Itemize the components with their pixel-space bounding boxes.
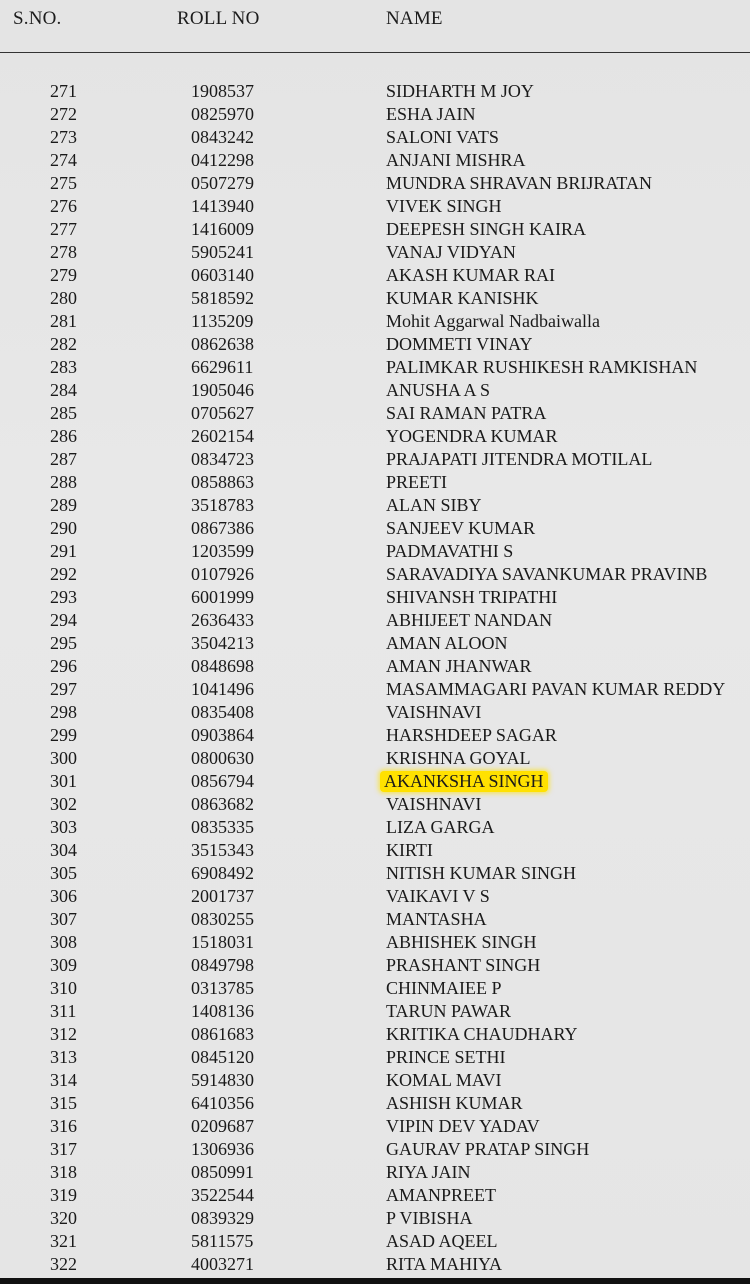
sno-cell: 322 bbox=[50, 1254, 77, 1274]
sno-cell: 291 bbox=[50, 541, 77, 561]
name-cell: DEEPESH SINGH KAIRA bbox=[386, 219, 587, 239]
name-cell: GAURAV PRATAP SINGH bbox=[386, 1139, 590, 1159]
sno-cell: 317 bbox=[50, 1139, 77, 1159]
table-row bbox=[0, 172, 750, 195]
roll-no-cell: 0412298 bbox=[191, 150, 254, 170]
roll-no-cell: 6629611 bbox=[191, 357, 254, 377]
roll-no-cell: 0856794 bbox=[191, 771, 254, 791]
table-row bbox=[0, 1161, 750, 1184]
name-cell: MASAMMAGARI PAVAN KUMAR REDDY bbox=[386, 679, 726, 699]
roll-no-cell: 6410356 bbox=[191, 1093, 254, 1113]
name-cell: ASHISH KUMAR bbox=[386, 1093, 523, 1113]
table-row bbox=[0, 724, 750, 747]
roll-no-cell: 3522544 bbox=[191, 1185, 254, 1205]
name-cell: AMANPREET bbox=[386, 1185, 497, 1205]
sno-cell: 315 bbox=[50, 1093, 77, 1113]
roll-no-cell: 0849798 bbox=[191, 955, 254, 975]
name-cell: RIYA JAIN bbox=[386, 1162, 471, 1182]
table-row bbox=[0, 287, 750, 310]
sno-cell: 276 bbox=[50, 196, 77, 216]
sno-cell: 300 bbox=[50, 748, 77, 768]
roll-no-cell: 0834723 bbox=[191, 449, 254, 469]
roll-no-cell: 1041496 bbox=[191, 679, 254, 699]
sno-cell: 310 bbox=[50, 978, 77, 998]
table-row bbox=[0, 655, 750, 678]
roll-no-cell: 0830255 bbox=[191, 909, 254, 929]
table-row bbox=[0, 839, 750, 862]
table-row bbox=[0, 1023, 750, 1046]
roll-no-cell: 0861683 bbox=[191, 1024, 254, 1044]
name-cell: AMAN JHANWAR bbox=[386, 656, 532, 676]
roll-no-cell: 6908492 bbox=[191, 863, 254, 883]
roll-no-cell: 0863682 bbox=[191, 794, 254, 814]
sno-cell: 313 bbox=[50, 1047, 77, 1067]
name-cell: DOMMETI VINAY bbox=[386, 334, 533, 354]
name-cell: LIZA GARGA bbox=[386, 817, 495, 837]
name-cell: PALIMKAR RUSHIKESH RAMKISHAN bbox=[386, 357, 698, 377]
roll-no-cell: 0507279 bbox=[191, 173, 254, 193]
table-row bbox=[0, 1092, 750, 1115]
sno-cell: 293 bbox=[50, 587, 77, 607]
sno-cell: 277 bbox=[50, 219, 77, 239]
table-row bbox=[0, 1253, 750, 1276]
roll-no-cell: 0603140 bbox=[191, 265, 254, 285]
roll-no-cell: 2001737 bbox=[191, 886, 254, 906]
sno-cell: 299 bbox=[50, 725, 77, 745]
name-cell: SARAVADIYA SAVANKUMAR PRAVINB bbox=[386, 564, 708, 584]
name-cell: PRASHANT SINGH bbox=[386, 955, 541, 975]
table-row bbox=[0, 126, 750, 149]
roll-no-cell: 5811575 bbox=[191, 1231, 254, 1251]
roll-no-cell: 0903864 bbox=[191, 725, 254, 745]
name-cell: KIRTI bbox=[386, 840, 433, 860]
table-row bbox=[0, 80, 750, 103]
roll-no-cell: 0835408 bbox=[191, 702, 254, 722]
table-row bbox=[0, 402, 750, 425]
sno-cell: 275 bbox=[50, 173, 77, 193]
table-row bbox=[0, 954, 750, 977]
sno-cell: 294 bbox=[50, 610, 77, 630]
name-cell: MUNDRA SHRAVAN BRIJRATAN bbox=[386, 173, 652, 193]
table-row bbox=[0, 563, 750, 586]
sno-cell: 272 bbox=[50, 104, 77, 124]
table-row bbox=[0, 195, 750, 218]
name-cell: Mohit Aggarwal Nadbaiwalla bbox=[386, 311, 600, 331]
name-cell: ABHIJEET NANDAN bbox=[386, 610, 553, 630]
sno-cell: 309 bbox=[50, 955, 77, 975]
name-cell: HARSHDEEP SAGAR bbox=[386, 725, 557, 745]
name-cell: KOMAL MAVI bbox=[386, 1070, 502, 1090]
bottom-edge bbox=[0, 1278, 750, 1284]
name-cell: KUMAR KANISHK bbox=[386, 288, 539, 308]
roll-no-cell: 1203599 bbox=[191, 541, 254, 561]
roll-no-cell: 2602154 bbox=[191, 426, 254, 446]
table-row bbox=[0, 1115, 750, 1138]
table-row bbox=[0, 678, 750, 701]
roll-no-cell: 0845120 bbox=[191, 1047, 254, 1067]
name-cell: SANJEEV KUMAR bbox=[386, 518, 536, 538]
results-table bbox=[0, 80, 750, 1276]
sno-cell: 305 bbox=[50, 863, 77, 883]
sno-cell: 319 bbox=[50, 1185, 77, 1205]
roll-no-cell: 0835335 bbox=[191, 817, 254, 837]
roll-no-cell: 1518031 bbox=[191, 932, 254, 952]
table-row bbox=[0, 1207, 750, 1230]
name-cell: KRITIKA CHAUDHARY bbox=[386, 1024, 578, 1044]
name-cell: ALAN SIBY bbox=[386, 495, 482, 515]
roll-no-cell: 0107926 bbox=[191, 564, 254, 584]
table-row bbox=[0, 448, 750, 471]
table-row bbox=[0, 379, 750, 402]
roll-no-cell: 4003271 bbox=[191, 1254, 254, 1274]
sno-cell: 288 bbox=[50, 472, 77, 492]
name-cell: RITA MAHIYA bbox=[386, 1254, 503, 1274]
roll-no-cell: 0858863 bbox=[191, 472, 254, 492]
roll-no-cell: 0800630 bbox=[191, 748, 254, 768]
sno-cell: 307 bbox=[50, 909, 77, 929]
name-cell: SHIVANSH TRIPATHI bbox=[386, 587, 558, 607]
table-row bbox=[0, 931, 750, 954]
sno-cell: 296 bbox=[50, 656, 77, 676]
header-sno: S.NO. bbox=[13, 8, 62, 29]
roll-no-cell: 1905046 bbox=[191, 380, 254, 400]
table-header bbox=[0, 0, 750, 52]
name-cell: SIDHARTH M JOY bbox=[386, 81, 534, 101]
name-cell: ASAD AQEEL bbox=[386, 1231, 498, 1251]
sno-cell: 304 bbox=[50, 840, 77, 860]
roll-no-cell: 0850991 bbox=[191, 1162, 254, 1182]
name-cell: VAISHNAVI bbox=[386, 702, 482, 722]
roll-no-cell: 6001999 bbox=[191, 587, 254, 607]
name-cell: ABHISHEK SINGH bbox=[386, 932, 537, 952]
table-row bbox=[0, 1069, 750, 1092]
name-cell: VAIKAVI V S bbox=[386, 886, 490, 906]
name-cell: ANJANI MISHRA bbox=[386, 150, 526, 170]
name-cell: SALONI VATS bbox=[386, 127, 499, 147]
table-row-highlighted bbox=[0, 770, 750, 793]
table-row bbox=[0, 218, 750, 241]
sno-cell: 281 bbox=[50, 311, 77, 331]
roll-no-cell: 0209687 bbox=[191, 1116, 254, 1136]
table-row bbox=[0, 609, 750, 632]
roll-no-cell: 2636433 bbox=[191, 610, 254, 630]
sno-cell: 298 bbox=[50, 702, 77, 722]
roll-no-cell: 0839329 bbox=[191, 1208, 254, 1228]
sno-cell: 295 bbox=[50, 633, 77, 653]
name-cell: CHINMAIEE P bbox=[386, 978, 502, 998]
roll-no-cell: 0848698 bbox=[191, 656, 254, 676]
name-cell: MANTASHA bbox=[386, 909, 487, 929]
roll-no-cell: 1413940 bbox=[191, 196, 254, 216]
sno-cell: 311 bbox=[50, 1001, 77, 1021]
roll-no-cell: 3504213 bbox=[191, 633, 254, 653]
name-cell: VAISHNAVI bbox=[386, 794, 482, 814]
table-row bbox=[0, 862, 750, 885]
name-cell: VIVEK SINGH bbox=[386, 196, 502, 216]
roll-no-cell: 3518783 bbox=[191, 495, 254, 515]
sno-cell: 285 bbox=[50, 403, 77, 423]
sno-cell: 289 bbox=[50, 495, 77, 515]
sno-cell: 273 bbox=[50, 127, 77, 147]
table-row bbox=[0, 471, 750, 494]
sno-cell: 306 bbox=[50, 886, 77, 906]
sno-cell: 302 bbox=[50, 794, 77, 814]
roll-no-cell: 5905241 bbox=[191, 242, 254, 262]
name-cell: ESHA JAIN bbox=[386, 104, 476, 124]
sno-cell: 284 bbox=[50, 380, 77, 400]
roll-no-cell: 5914830 bbox=[191, 1070, 254, 1090]
name-cell: YOGENDRA KUMAR bbox=[386, 426, 558, 446]
sno-cell: 318 bbox=[50, 1162, 77, 1182]
roll-no-cell: 1908537 bbox=[191, 81, 254, 101]
table-row bbox=[0, 149, 750, 172]
sno-cell: 301 bbox=[50, 771, 77, 791]
roll-no-cell: 0862638 bbox=[191, 334, 254, 354]
sno-cell: 278 bbox=[50, 242, 77, 262]
table-row bbox=[0, 517, 750, 540]
sno-cell: 320 bbox=[50, 1208, 77, 1228]
table-row bbox=[0, 977, 750, 1000]
name-cell: AMAN ALOON bbox=[386, 633, 508, 653]
roll-no-cell: 0313785 bbox=[191, 978, 254, 998]
name-cell: SAI RAMAN PATRA bbox=[386, 403, 547, 423]
name-cell: KRISHNA GOYAL bbox=[386, 748, 531, 768]
name-cell: PADMAVATHI S bbox=[386, 541, 514, 561]
sno-cell: 316 bbox=[50, 1116, 77, 1136]
table-row bbox=[0, 885, 750, 908]
table-row bbox=[0, 747, 750, 770]
roll-no-cell: 0705627 bbox=[191, 403, 254, 423]
sno-cell: 286 bbox=[50, 426, 77, 446]
table-row bbox=[0, 908, 750, 931]
name-cell: AKANKSHA SINGH bbox=[380, 771, 548, 792]
roll-no-cell: 0867386 bbox=[191, 518, 254, 538]
roll-no-cell: 3515343 bbox=[191, 840, 254, 860]
header-name: NAME bbox=[386, 8, 443, 29]
table-row bbox=[0, 264, 750, 287]
table-row bbox=[0, 1230, 750, 1253]
table-row bbox=[0, 103, 750, 126]
roll-no-cell: 1135209 bbox=[191, 311, 254, 331]
table-row bbox=[0, 1000, 750, 1023]
roll-no-cell: 5818592 bbox=[191, 288, 254, 308]
sno-cell: 314 bbox=[50, 1070, 77, 1090]
roll-no-cell: 0825970 bbox=[191, 104, 254, 124]
table-row bbox=[0, 701, 750, 724]
table-row bbox=[0, 494, 750, 517]
sno-cell: 287 bbox=[50, 449, 77, 469]
name-cell: PRINCE SETHI bbox=[386, 1047, 506, 1067]
sno-cell: 282 bbox=[50, 334, 77, 354]
table-row bbox=[0, 540, 750, 563]
sno-cell: 308 bbox=[50, 932, 77, 952]
name-cell: PRAJAPATI JITENDRA MOTILAL bbox=[386, 449, 653, 469]
table-row bbox=[0, 1138, 750, 1161]
name-cell: VANAJ VIDYAN bbox=[386, 242, 516, 262]
table-row bbox=[0, 310, 750, 333]
name-cell: TARUN PAWAR bbox=[386, 1001, 511, 1021]
name-cell: ANUSHA A S bbox=[386, 380, 491, 400]
table-row bbox=[0, 793, 750, 816]
table-row bbox=[0, 425, 750, 448]
table-row bbox=[0, 1046, 750, 1069]
sno-cell: 321 bbox=[50, 1231, 77, 1251]
sno-cell: 303 bbox=[50, 817, 77, 837]
sno-cell: 290 bbox=[50, 518, 77, 538]
sno-cell: 274 bbox=[50, 150, 77, 170]
table-row bbox=[0, 333, 750, 356]
name-cell: AKASH KUMAR RAI bbox=[386, 265, 556, 285]
roll-no-cell: 1416009 bbox=[191, 219, 254, 239]
name-cell: PREETI bbox=[386, 472, 447, 492]
name-cell: P VIBISHA bbox=[386, 1208, 473, 1228]
name-cell: VIPIN DEV YADAV bbox=[386, 1116, 540, 1136]
header-divider bbox=[0, 52, 750, 53]
roll-no-cell: 1306936 bbox=[191, 1139, 254, 1159]
sno-cell: 283 bbox=[50, 357, 77, 377]
table-row bbox=[0, 586, 750, 609]
sno-cell: 279 bbox=[50, 265, 77, 285]
sno-cell: 280 bbox=[50, 288, 77, 308]
table-row bbox=[0, 816, 750, 839]
table-row bbox=[0, 632, 750, 655]
table-row bbox=[0, 241, 750, 264]
sno-cell: 292 bbox=[50, 564, 77, 584]
roll-no-cell: 0843242 bbox=[191, 127, 254, 147]
table-row bbox=[0, 356, 750, 379]
table-row bbox=[0, 1184, 750, 1207]
sno-cell: 312 bbox=[50, 1024, 77, 1044]
sno-cell: 297 bbox=[50, 679, 77, 699]
name-cell: NITISH KUMAR SINGH bbox=[386, 863, 577, 883]
header-roll-no: ROLL NO bbox=[177, 8, 260, 29]
roll-no-cell: 1408136 bbox=[191, 1001, 254, 1021]
sno-cell: 271 bbox=[50, 81, 77, 101]
